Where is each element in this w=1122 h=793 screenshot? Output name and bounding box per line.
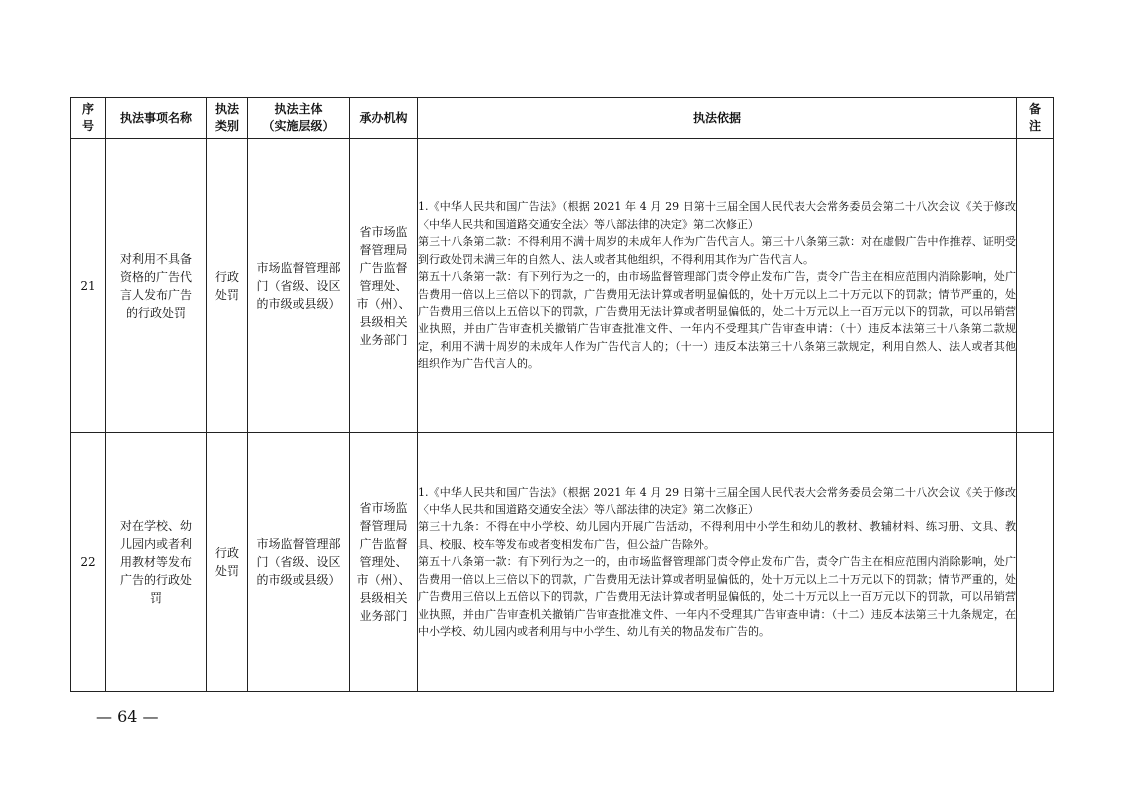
header-item: 执法事项名称	[106, 98, 207, 139]
header-subject	[248, 98, 350, 139]
basis-paragraph: 第五十八条第一款：有下列行为之一的，由市场监督管理部门责令停止发布广告，责令广告主在相应范围内消除影响，处广告费用一倍以上三倍以下的罚款，广告费用无法计算或者明显偏低的，处十万元以上二十万元以下的罚款；情节严重的，处广告费用三倍以上五倍以下的罚款，广告费用无法计算或者明显偏低的，处二十万元以上一百万元以下的罚款，可以吊销营业执照，并由广告审查机关撤销广告审查批准文件、一年内不受理其广告审查申请：（十二）违反本法第三十九条规定，在中小学校、幼儿园内或者利用与中小学生、幼儿有关的物品发布广告的。	[418, 555, 1016, 638]
basis-paragraph: 第三十九条：不得在中小学校、幼儿园内开展广告活动，不得利用中小学生和幼儿的教材、教辅材料、练习册、文具、教具、校服、校车等发布或者变相发布广告，但公益广告除外。	[418, 520, 1016, 551]
enforcement-table	[70, 97, 1054, 692]
row-remark	[1017, 433, 1054, 692]
row-item: 对在学校、幼儿园内或者利用教材等发布广告的行政处罚	[106, 433, 207, 692]
header-basis: 执法依据	[418, 98, 1017, 139]
table-header-row	[71, 98, 1054, 139]
row-org: 省市场监督管理局广告监督管理处、市（州）、县级相关业务部门	[350, 139, 418, 433]
page-number: — 64 —	[96, 707, 159, 726]
row-type: 行政处罚	[207, 139, 248, 433]
row-seq: 22	[71, 433, 106, 692]
row-basis	[418, 139, 1017, 433]
basis-paragraph: 1.《中华人民共和国广告法》（根据 2021 年 4 月 29 日第十三届全国人民代表大会常务委员会第二十八次会议《关于修改〈中华人民共和国道路交通安全法〉等八部法律的决定》第二次修正）	[418, 485, 1016, 517]
basis-paragraph: 第五十八条第一款：有下列行为之一的，由市场监督管理部门责令停止发布广告，责令广告主在相应范围内消除影响，处广告费用一倍以上三倍以下的罚款，广告费用无法计算或者明显偏低的，处十万元以上二十万元以下的罚款；情节严重的，处广告费用三倍以上五倍以下的罚款，广告费用无法计算或者明显偏低的，处二十万元以上一百万元以下的罚款，可以吊销营业执照，并由广告审查机关撤销广告审查批准文件、一年内不受理其广告审查申请：（十）违反本法第三十八条第二款规定，利用不满十周岁的未成年人作为广告代言人的；（十一）违反本法第三十八条第三款规定，利用自然人、法人或者其他组织作为广告代言人的。	[418, 270, 1016, 371]
row-subject: 市场监督管理部门（省级、设区的市级或县级）	[248, 139, 350, 433]
row-remark	[1017, 139, 1054, 433]
header-seq: 序号	[71, 98, 106, 139]
header-subject-line1: 执法主体	[274, 102, 323, 116]
row-basis	[418, 433, 1017, 692]
header-remark: 备注	[1017, 98, 1054, 139]
row-seq: 21	[71, 139, 106, 433]
basis-paragraph: 1.《中华人民共和国广告法》（根据 2021 年 4 月 29 日第十三届全国人民代表大会常务委员会第二十八次会议《关于修改〈中华人民共和国道路交通安全法〉等八部法律的决定》第二次修正）	[418, 200, 1016, 231]
table-row	[71, 139, 1054, 433]
header-subject-line2: （实施层级）	[262, 119, 335, 133]
row-org: 省市场监督管理局广告监督管理处、市（州）、县级相关业务部门	[350, 433, 418, 692]
header-org: 承办机构	[350, 98, 418, 139]
basis-paragraph: 第三十八条第二款：不得利用不满十周岁的未成年人作为广告代言人。第三十八条第三款：对在虚假广告中作推荐、证明受到行政处罚未满三年的自然人、法人或者其他组织，不得利用其作为广告代言人。	[418, 235, 1016, 266]
table-row	[71, 433, 1054, 692]
row-type: 行政处罚	[207, 433, 248, 692]
header-type: 执法类别	[207, 98, 248, 139]
row-subject: 市场监督管理部门（省级、设区的市级或县级）	[248, 433, 350, 692]
row-item: 对利用不具备资格的广告代言人发布广告的行政处罚	[106, 139, 207, 433]
